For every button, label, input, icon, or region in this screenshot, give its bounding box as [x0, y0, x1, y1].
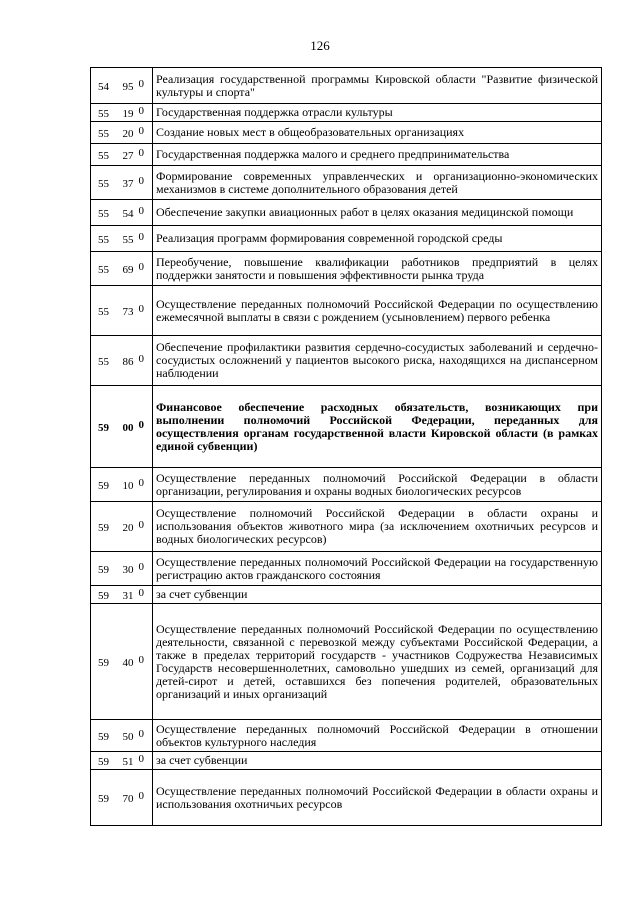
- code-c2: 19: [122, 108, 134, 120]
- code-c1: 59: [98, 590, 109, 602]
- code-cell: [91, 286, 153, 336]
- code-c3: 0: [138, 419, 144, 431]
- description-cell: за счет субвенции: [153, 586, 602, 604]
- code-c3: 0: [138, 519, 144, 531]
- description-cell: Финансовое обеспечение расходных обязательств, возникающих при выполнении полномочий Российской Федерации, переданных для осуществления органам государственной власти Кировской области (в рамках единой субвенции): [153, 386, 602, 468]
- code-c2: 31: [122, 590, 134, 602]
- code-c1: 55: [98, 306, 109, 318]
- description-cell: Осуществление переданных полномочий Российской Федерации в отношении объектов культурного наследия: [153, 720, 602, 752]
- code-c1: 59: [98, 564, 109, 576]
- description-cell: Переобучение, повышение квалификации работников предприятий в целях поддержки занятости и повышения эффективности рынка труда: [153, 252, 602, 286]
- description-cell: Осуществление переданных полномочий Российской Федерации в области охраны и использования охотничьих ресурсов: [153, 770, 602, 826]
- code-c1: 55: [98, 356, 109, 368]
- code-c1: 55: [98, 150, 109, 162]
- code-c1: 55: [98, 264, 109, 276]
- code-cell: [91, 68, 153, 104]
- code-cell: [91, 386, 153, 468]
- code-c3: 0: [138, 205, 144, 217]
- description-cell: Создание новых мест в общеобразовательных организациях: [153, 122, 602, 144]
- code-cell: [91, 336, 153, 386]
- code-c3: 0: [138, 561, 144, 573]
- code-c1: 59: [98, 422, 109, 434]
- table-row: [91, 502, 602, 552]
- code-c3: 0: [138, 147, 144, 159]
- code-c2: 50: [122, 731, 134, 743]
- code-c2: 95: [122, 81, 134, 93]
- table-row: [91, 166, 602, 200]
- code-c1: 55: [98, 234, 109, 246]
- code-cell: [91, 586, 153, 604]
- code-cell: [91, 604, 153, 720]
- code-c1: 59: [98, 793, 109, 805]
- description-cell: Реализация программ формирования современной городской среды: [153, 226, 602, 252]
- code-c2: 20: [122, 522, 134, 534]
- code-cell: [91, 200, 153, 226]
- code-cell: [91, 252, 153, 286]
- description-cell: за счет субвенции: [153, 752, 602, 770]
- code-c3: 0: [138, 105, 144, 117]
- table-row: [91, 226, 602, 252]
- code-cell: [91, 720, 153, 752]
- table-row: [91, 144, 602, 166]
- description-cell: Обеспечение профилактики развития сердечно-сосудистых заболеваний и сердечно-сосудистых осложнений у пациентов высокого риска, находящихся на диспансерном наблюдении: [153, 336, 602, 386]
- description-cell: Осуществление переданных полномочий Российской Федерации по осуществлению ежемесячной выплаты в связи с рождением (усыновлением) первого ребенка: [153, 286, 602, 336]
- code-c2: 37: [122, 178, 134, 190]
- code-c1: 59: [98, 731, 109, 743]
- table-row: [91, 336, 602, 386]
- table-row: [91, 552, 602, 586]
- description-cell: Государственная поддержка малого и среднего предпринимательства: [153, 144, 602, 166]
- table-row: [91, 122, 602, 144]
- code-c2: 27: [122, 150, 134, 162]
- code-c2: 40: [122, 657, 134, 669]
- code-cell: [91, 166, 153, 200]
- code-c1: 54: [98, 81, 109, 93]
- description-cell: Государственная поддержка отрасли культуры: [153, 104, 602, 122]
- code-c3: 0: [138, 175, 144, 187]
- code-c3: 0: [138, 728, 144, 740]
- code-cell: [91, 104, 153, 122]
- code-c3: 0: [138, 654, 144, 666]
- description-cell: Осуществление переданных полномочий Российской Федерации в области организации, регулирования и охраны водных биологических ресурсов: [153, 468, 602, 502]
- table-row: [91, 386, 602, 468]
- code-c3: 0: [138, 753, 144, 765]
- code-c3: 0: [138, 78, 144, 90]
- table-row: [91, 286, 602, 336]
- code-c3: 0: [138, 477, 144, 489]
- code-c2: 10: [122, 480, 134, 492]
- code-cell: [91, 226, 153, 252]
- code-cell: [91, 122, 153, 144]
- code-cell: [91, 552, 153, 586]
- code-c3: 0: [138, 790, 144, 802]
- page-number: 126: [310, 38, 330, 53]
- description-cell: Формирование современных управленческих и организационно-экономических механизмов в системе дополнительного образования детей: [153, 166, 602, 200]
- description-cell: Осуществление полномочий Российской Федерации в области охраны и использования объектов животного мира (за исключением охотничьих ресурсов и водных биологических ресурсов): [153, 502, 602, 552]
- code-c3: 0: [138, 261, 144, 273]
- code-cell: [91, 502, 153, 552]
- code-c3: 0: [138, 587, 144, 599]
- code-c1: 59: [98, 657, 109, 669]
- description-cell: Осуществление переданных полномочий Российской Федерации на государственную регистрацию актов гражданского состояния: [153, 552, 602, 586]
- code-cell: [91, 752, 153, 770]
- code-c3: 0: [138, 125, 144, 137]
- table-row: [91, 468, 602, 502]
- code-c2: 73: [122, 306, 134, 318]
- code-c2: 30: [122, 564, 134, 576]
- code-c2: 20: [122, 128, 134, 140]
- code-c2: 70: [122, 793, 134, 805]
- table-body: [91, 68, 602, 826]
- table-row: [91, 104, 602, 122]
- code-c2: 00: [122, 422, 134, 434]
- code-cell: [91, 468, 153, 502]
- code-c3: 0: [138, 303, 144, 315]
- table-row: [91, 720, 602, 752]
- code-cell: [91, 770, 153, 826]
- description-cell: Осуществление переданных полномочий Российской Федерации по осуществлению деятельности, связанной с перевозкой между субъектами Российской Федерации, а также в пределах территорий государств - участников Содружества Независимых Государств несовершеннолетних, самовольно ушедших из семей, организаций для детей-сирот и детей, оставшихся без попечения родителей, образовательных организаций и иных организаций: [153, 604, 602, 720]
- description-cell: Реализация государственной программы Кировской области "Развитие физической культуры и спорта": [153, 68, 602, 104]
- code-c1: 59: [98, 522, 109, 534]
- code-c3: 0: [138, 231, 144, 243]
- code-c2: 51: [122, 756, 134, 768]
- code-c1: 55: [98, 208, 109, 220]
- description-cell: Обеспечение закупки авиационных работ в целях оказания медицинской помощи: [153, 200, 602, 226]
- table-row: [91, 200, 602, 226]
- budget-codes-table: [90, 67, 602, 826]
- code-c1: 55: [98, 108, 109, 120]
- table-row: [91, 752, 602, 770]
- code-c3: 0: [138, 353, 144, 365]
- table-row: [91, 604, 602, 720]
- code-c2: 54: [122, 208, 134, 220]
- table-row: [91, 586, 602, 604]
- code-c2: 55: [122, 234, 134, 246]
- code-c2: 86: [122, 356, 134, 368]
- table-row: [91, 252, 602, 286]
- code-c1: 55: [98, 128, 109, 140]
- table-row: [91, 68, 602, 104]
- code-c1: 59: [98, 756, 109, 768]
- table-row: [91, 770, 602, 826]
- code-c1: 55: [98, 178, 109, 190]
- code-c1: 59: [98, 480, 109, 492]
- code-c2: 69: [122, 264, 134, 276]
- code-cell: [91, 144, 153, 166]
